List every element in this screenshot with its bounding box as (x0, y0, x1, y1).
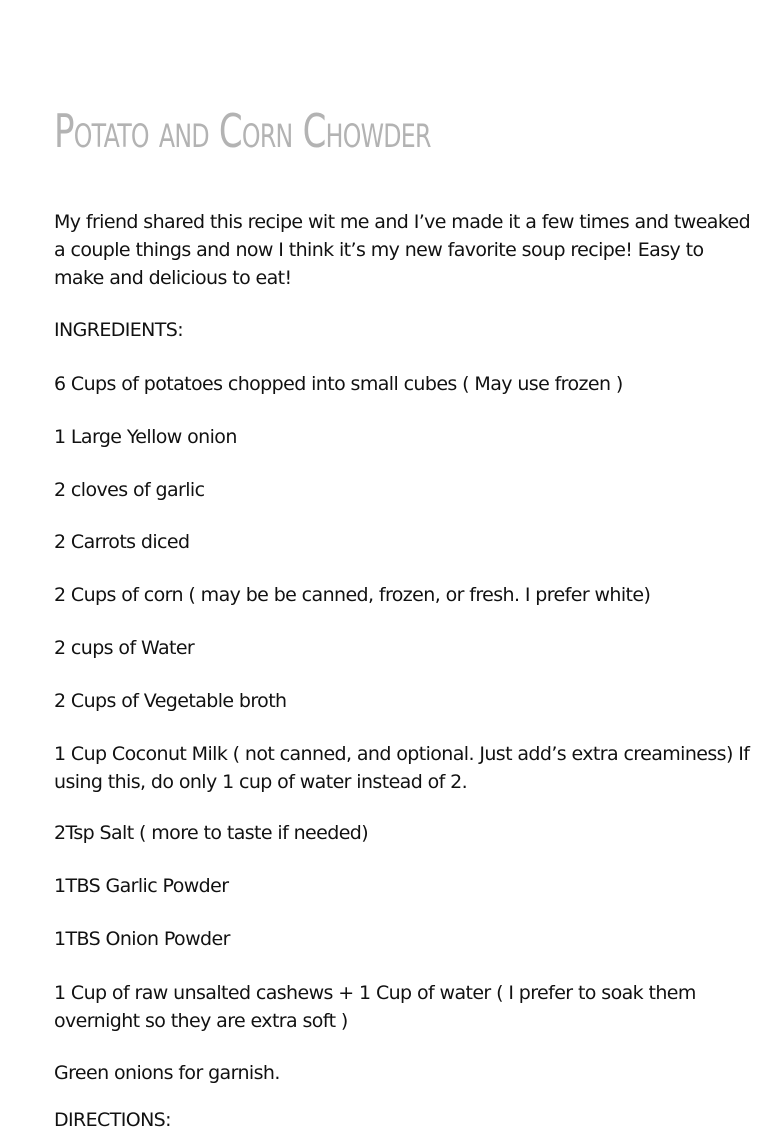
ingredient-item: 2 cups of Water (54, 637, 195, 659)
directions-heading: DIRECTIONS: (54, 1109, 171, 1131)
ingredient-item: 2 Cups of corn ( may be be canned, frozen, or fresh. I prefer white) (54, 584, 651, 606)
ingredient-item: 1TBS Onion Powder (54, 928, 230, 950)
ingredient-item: 2 Carrots diced (54, 531, 190, 553)
ingredient-item: 1 Cup Coconut Milk ( not canned, and optional. Just add’s extra creaminess) If using this, do only 1 cup of water instead of 2. (54, 743, 750, 793)
ingredient-item: Green onions for garnish. (54, 1062, 280, 1084)
ingredient-item: 2Tsp Salt ( more to taste if needed) (54, 822, 369, 844)
recipe-intro: My friend shared this recipe wit me and I’ve made it a few times and tweaked a couple things and now I think it’s my new favorite soup recipe! Easy to make and delicious to eat! (54, 211, 751, 289)
ingredient-item: 1 Large Yellow onion (54, 426, 237, 448)
ingredient-item: 6 Cups of potatoes chopped into small cubes ( May use frozen ) (54, 373, 623, 395)
ingredients-heading: INGREDIENTS: (54, 319, 184, 341)
ingredient-item: 2 Cups of Vegetable broth (54, 690, 287, 712)
ingredient-item: 1 Cup of raw unsalted cashews + 1 Cup of water ( I prefer to soak them overnight so they are extra soft ) (54, 982, 696, 1032)
ingredient-item: 1TBS Garlic Powder (54, 875, 229, 897)
ingredient-item: 2 cloves of garlic (54, 479, 205, 501)
recipe-title: Potato and Corn Chowder (54, 104, 431, 158)
